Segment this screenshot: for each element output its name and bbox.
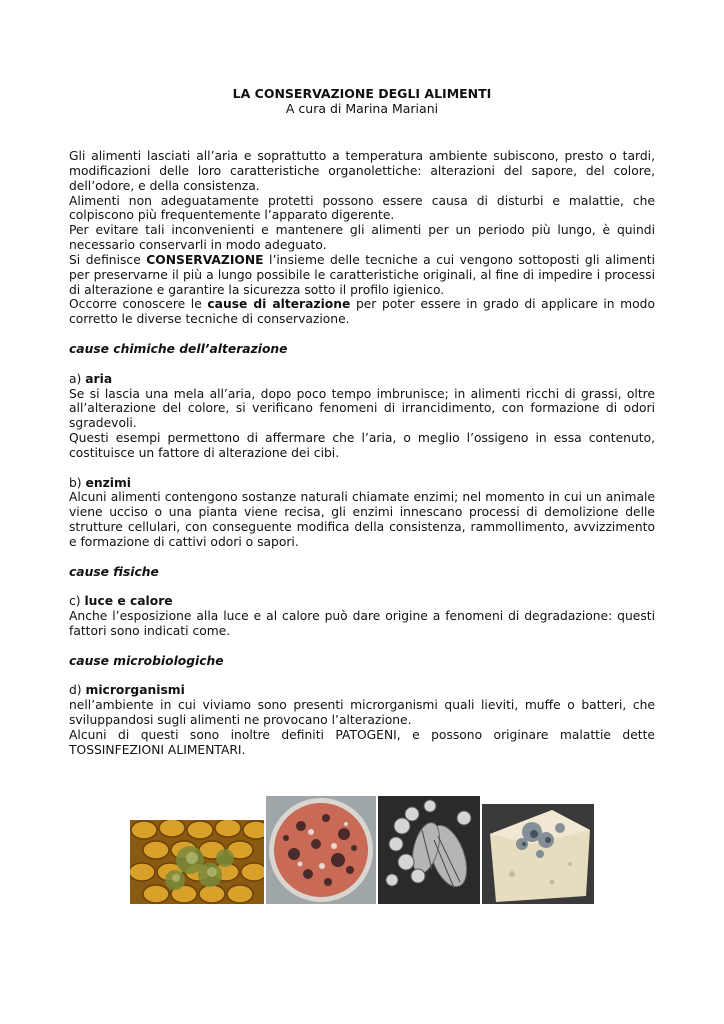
item-letter: b) xyxy=(69,475,86,490)
spores-microscope-image xyxy=(378,796,480,904)
item-heading-luce xyxy=(69,594,655,609)
item-letter: a) xyxy=(69,371,86,386)
intro-paragraph-5 xyxy=(69,297,655,327)
text-run: Si definisce xyxy=(69,252,147,267)
term-conservazione: CONSERVAZIONE xyxy=(146,252,264,267)
intro-paragraph-2: Alimenti non adeguatamente protetti possono essere causa di disturbi e malattie, che colpiscono più frequentemente l’apparato digerente. xyxy=(69,193,655,223)
text-run: Occorre conoscere le xyxy=(69,297,208,312)
intro-paragraph-1: Gli alimenti lasciati all’aria e soprattutto a temperatura ambiente subiscono, presto o tardi, modificazioni delle loro caratteristiche organolettiche: alterazioni del sapore, del colore, dell’odore, e della consistenza. xyxy=(69,149,655,193)
page-subtitle: A cura di Marina Mariani xyxy=(285,101,439,116)
item-heading-microrganismi xyxy=(69,683,655,698)
petri-dish-image xyxy=(266,796,376,904)
moldy-corn-image xyxy=(130,820,264,904)
section-heading-microbiological: cause microbiologiche xyxy=(69,653,224,668)
intro-paragraph-4 xyxy=(69,253,655,298)
enzimi-paragraph-1: Alcuni alimenti contengono sostanze naturali chiamate enzimi; nel momento in cui un animale viene ucciso o una pianta viene recisa, gli enzimi innescano processi di demolizione delle strutture cellulari, con conseguente modifica della consistenza, rammollimento, avvizzimento e formazione di cattivi odori o sapori. xyxy=(69,490,655,549)
text-run: per poter essere in grado di applicare in modo corretto le diverse tecniche di conservazione. xyxy=(69,297,656,327)
page-title: LA CONSERVAZIONE DEGLI ALIMENTI xyxy=(232,86,492,101)
micro-paragraph-2: Alcuni di questi sono inoltre definiti PATOGENI, e possono originare malattie dette TOSSINFEZIONI ALIMENTARI. xyxy=(69,727,655,757)
item-letter: d) xyxy=(69,683,86,698)
item-label: microrganismi xyxy=(85,683,185,698)
term-cause-alterazione: cause di alterazione xyxy=(207,297,351,312)
luce-paragraph-1: Anche l’esposizione alla luce e al calore può dare origine a fenomeni di degradazione: questi fattori sono indicati come. xyxy=(69,609,655,638)
aria-paragraph-1: Se si lascia una mela all’aria, dopo poco tempo imbrunisce; in alimenti ricchi di grassi, oltre all’alterazione del colore, si verificano fenomeni di irrancidimento, con formazione di odori sgradevoli. xyxy=(69,386,655,431)
micro-paragraph-1: nell’ambiente in cui viviamo sono presenti microrganismi quali lieviti, muffe o batteri, che sviluppandosi sugli alimenti ne provocano l’alterazione. xyxy=(69,698,655,728)
aria-paragraph-2: Questi esempi permettono di affermare che l’aria, o meglio l’ossigeno in essa contenuto, costituisce un fattore di alterazione dei cibi. xyxy=(69,431,655,460)
item-label: luce e calore xyxy=(84,594,173,609)
item-letter: c) xyxy=(69,594,85,609)
item-heading-aria xyxy=(69,372,655,387)
text-run: l’insieme delle tecniche a cui vengono sottoposti gli alimenti per preservarne il più a lungo possibile le caratteristiche originali, al fine di impedire i processi di alterazione e garantire la sicurezza sotto il profilo igienico. xyxy=(69,252,655,297)
document-body xyxy=(69,86,655,758)
section-heading-physical: cause fisiche xyxy=(69,564,159,579)
intro-paragraph-3: Per evitare tali inconvenienti e mantenere gli alimenti per un periodo più lungo, è quindi necessario conservarli in modo adeguato. xyxy=(69,223,655,253)
moldy-cheese-image xyxy=(482,804,594,904)
section-heading-chemical: cause chimiche dell’alterazione xyxy=(69,341,288,356)
item-label: aria xyxy=(85,371,113,386)
item-label: enzimi xyxy=(85,475,132,490)
item-heading-enzimi xyxy=(69,476,655,491)
